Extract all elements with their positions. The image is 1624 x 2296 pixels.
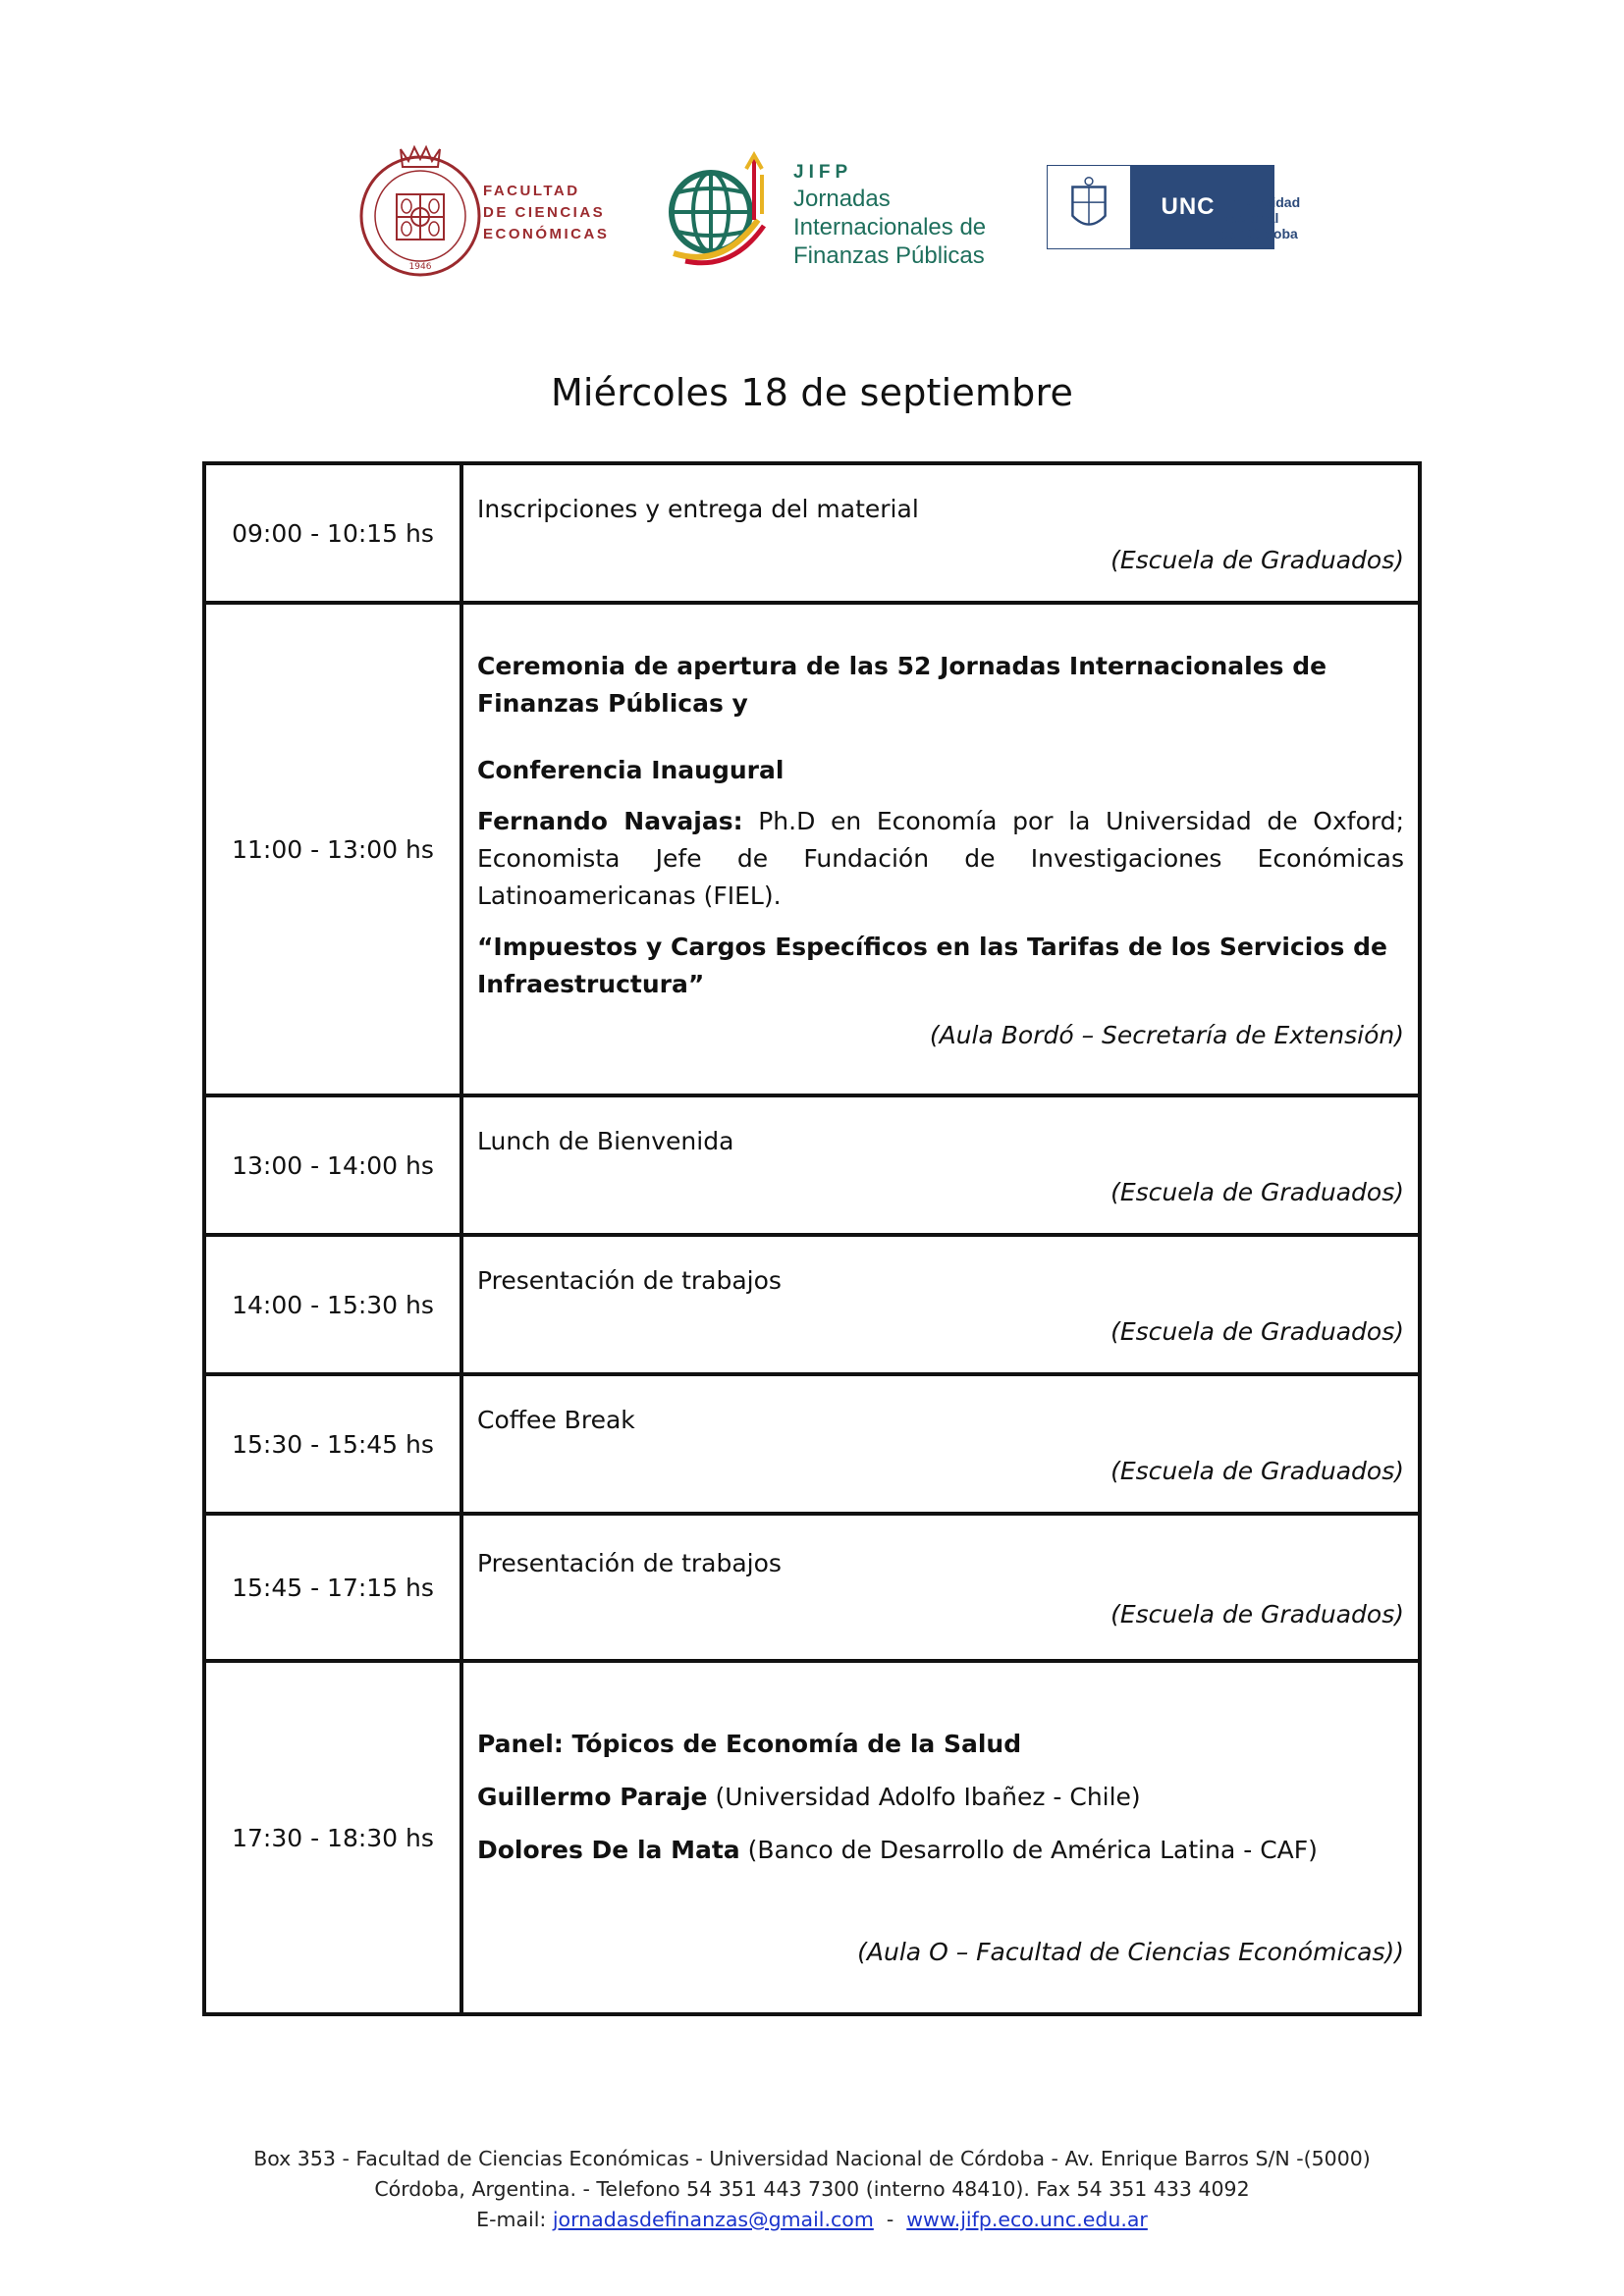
panelist-affiliation: (Universidad Adolfo Ibañez - Chile) (707, 1783, 1141, 1811)
table-row (204, 1374, 1420, 1514)
unc-abbr: UNC (1131, 165, 1274, 249)
table-row (204, 463, 1420, 603)
unc-logo (1047, 165, 1322, 253)
venue-label: (Aula Bordó – Secretaría de Extensión) (929, 1021, 1404, 1049)
footer-contact: Córdoba, Argentina. - Telefono 54 351 443 7300 (interno 48410). Fax 54 351 433 4092 (374, 2177, 1250, 2201)
fce-line-2: DE CIENCIAS (483, 204, 606, 221)
venue-label: (Escuela de Graduados) (1110, 1600, 1404, 1629)
table-row (204, 1661, 1420, 2014)
venue-label: (Escuela de Graduados) (1110, 1178, 1404, 1206)
footer-address: Box 353 - Facultad de Ciencias Económicas - Universidad Nacional de Córdoba - Av. Enrique Barros S/N -(5000) (253, 2147, 1371, 2170)
unc-line-2: Nacional (1221, 210, 1279, 226)
activity-cell (461, 1514, 1420, 1661)
unc-line-3: de Córdoba (1221, 226, 1298, 241)
activity-cell (461, 463, 1420, 603)
schedule-table (202, 461, 1422, 2016)
jifp-line-3: Finanzas Públicas (793, 242, 985, 269)
time-cell: 13:00 - 14:00 hs (204, 1095, 461, 1235)
time-cell: 11:00 - 13:00 hs (204, 603, 461, 1095)
panel-title: Panel: Tópicos de Economía de la Salud (477, 1730, 1022, 1758)
unc-wordmark (1221, 194, 1300, 241)
activity-title: Inscripciones y entrega del material (477, 495, 919, 523)
jifp-logo (664, 151, 998, 279)
jifp-wordmark (793, 161, 986, 270)
time-cell: 14:00 - 15:30 hs (204, 1235, 461, 1374)
panelist (477, 1832, 1404, 1869)
table-row (204, 1235, 1420, 1374)
unc-shield-icon (1047, 165, 1131, 249)
activity-cell (461, 1235, 1420, 1374)
footer (0, 2144, 1624, 2235)
speaker-bio: Ph.D en Economía por la Universidad de Oxford; Economista Jefe de Fundación de Investigaciones Económicas Latinoamericanas (FIEL). (477, 807, 1404, 910)
table-row (204, 1095, 1420, 1235)
time-cell: 09:00 - 10:15 hs (204, 463, 461, 603)
fce-logo (350, 137, 624, 285)
panelist-name: Guillermo Paraje (477, 1783, 708, 1811)
panelist-name: Dolores De la Mata (477, 1836, 740, 1864)
globe-icon (664, 151, 772, 267)
time-cell: 15:30 - 15:45 hs (204, 1374, 461, 1514)
speaker-name: Fernando Navajas: (477, 807, 743, 835)
email-link[interactable]: jornadasdefinanzas@gmail.com (552, 2208, 874, 2231)
venue-label: (Aula O – Facultad de Ciencias Económicas)) (857, 1938, 1404, 1966)
speaker-paragraph (477, 803, 1404, 915)
activity-cell (461, 603, 1420, 1095)
activity-title: Presentación de trabajos (477, 1266, 782, 1295)
ceremony-title: Ceremonia de apertura de las 52 Jornadas Internacionales de Finanzas Públicas y (477, 652, 1327, 718)
table-row (204, 1514, 1420, 1661)
fce-wordmark (483, 181, 609, 245)
jifp-abbr: JIFP (793, 162, 853, 183)
venue-label: (Escuela de Graduados) (1110, 546, 1404, 574)
header-logos (0, 137, 1624, 294)
footer-separator: - (873, 2208, 907, 2231)
activity-cell (461, 1661, 1420, 2014)
activity-title: Coffee Break (477, 1406, 635, 1434)
activity-title: Lunch de Bienvenida (477, 1127, 734, 1155)
time-cell: 15:45 - 17:15 hs (204, 1514, 461, 1661)
fce-seal-icon (350, 137, 497, 285)
time-cell: 17:30 - 18:30 hs (204, 1661, 461, 2014)
email-label: E-mail: (476, 2208, 553, 2231)
website-link[interactable]: www.jifp.eco.unc.edu.ar (906, 2208, 1148, 2231)
footer-links (0, 2205, 1624, 2235)
venue-label: (Escuela de Graduados) (1110, 1317, 1404, 1346)
fce-line-3: ECONÓMICAS (483, 226, 610, 242)
activity-title: Presentación de trabajos (477, 1549, 782, 1577)
unc-line-1: Universidad (1221, 194, 1301, 210)
conference-subtitle: Conferencia Inaugural (477, 756, 785, 784)
table-row (204, 603, 1420, 1095)
activity-cell (461, 1095, 1420, 1235)
venue-label: (Escuela de Graduados) (1110, 1457, 1404, 1485)
fce-line-1: FACULTAD (483, 183, 580, 199)
talk-title: “Impuestos y Cargos Específicos en las Tarifas de los Servicios de Infraestructura” (477, 933, 1387, 998)
seal-year: 1946 (408, 262, 432, 272)
jifp-line-1: Jornadas (793, 186, 891, 212)
jifp-line-2: Internacionales de (793, 214, 987, 240)
panelist-affiliation: (Banco de Desarrollo de América Latina - CAF) (739, 1836, 1318, 1864)
panelist (477, 1779, 1404, 1816)
activity-cell (461, 1374, 1420, 1514)
page-title: Miércoles 18 de septiembre (550, 371, 1074, 414)
